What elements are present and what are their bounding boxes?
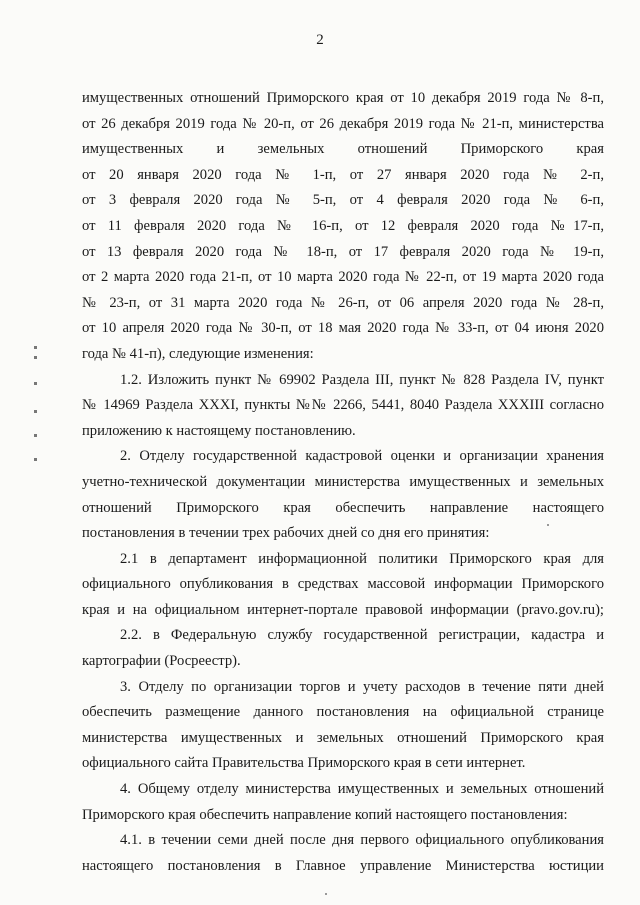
text-line: № 14969 Раздела XXXI, пункты №№ 2266, 5441, 8040 Раздела XXXIII согласно	[82, 397, 604, 414]
scan-mark	[34, 434, 37, 437]
text-line: от 3 февраля 2020 года № 5-п, от 4 февраля 2020 года № 6-п,	[82, 192, 604, 209]
text-line: от 13 февраля 2020 года № 18-п, от 17 февраля 2020 года № 19-п,	[82, 243, 604, 260]
text-line: имущественных и земельных отношений Приморского края	[82, 141, 604, 158]
scan-speck	[547, 524, 549, 526]
text-line: края и на официальном интернет-портале правовой информации (pravo.gov.ru);	[82, 601, 604, 618]
text-line: 2.1 в департамент информационной политики Приморского края для	[120, 550, 604, 567]
text-line: настоящего постановления в Главное управление Министерства юстиции	[82, 857, 604, 874]
document-body	[82, 86, 604, 879]
text-line: 2. Отделу государственной кадастровой оценки и организации хранения	[120, 448, 604, 465]
text-line: имущественных отношений Приморского края от 10 декабря 2019 года № 8-п,	[82, 90, 604, 106]
text-line: постановления в течении трех рабочих дней со дня его принятия:	[82, 525, 490, 542]
text-line: 4.1. в течении семи дней после дня первого официального опубликования	[120, 832, 604, 849]
text-line: от 10 апреля 2020 года № 30-п, от 18 мая 2020 года № 33-п, от 04 июня 2020	[82, 320, 604, 337]
margin-scan-marks	[34, 346, 42, 476]
text-line: официального опубликования в средствах массовой информации Приморского	[82, 576, 604, 593]
text-line: года № 41-п), следующие изменения:	[82, 345, 314, 362]
page-number: 2	[316, 32, 324, 48]
scan-mark	[34, 458, 37, 461]
text-line: от 2 марта 2020 года 21-п, от 10 марта 2020 года № 22-п, от 19 марта 2020 года	[82, 269, 604, 286]
scan-mark	[34, 346, 37, 349]
scan-mark	[34, 382, 37, 385]
text-line: Приморского края обеспечить направление копий настоящего постановления:	[82, 806, 568, 823]
text-line: министерства имущественных и земельных отношений Приморского края	[82, 729, 604, 746]
text-line: от 20 января 2020 года № 1-п, от 27 января 2020 года № 2-п,	[82, 166, 604, 183]
text-line: обеспечить размещение данного постановления на официальной странице	[82, 704, 604, 721]
scan-speck	[325, 893, 327, 895]
text-line: 1.2. Изложить пункт № 69902 Раздела III, пункт № 828 Раздела IV, пункт	[120, 371, 604, 388]
text-line: официального сайта Правительства Приморского края в сети интернет.	[82, 755, 526, 772]
text-line: приложению к настоящему постановлению.	[82, 422, 356, 439]
text-line: 2.2. в Федеральную службу государственной регистрации, кадастра и	[120, 627, 604, 644]
text-line: отношений Приморского края обеспечить направление настоящего	[82, 499, 604, 516]
scan-mark	[34, 410, 37, 413]
text-line: картографии (Росреестр).	[82, 653, 241, 670]
text-line: 4. Общему отделу министерства имущественных и земельных отношений	[120, 781, 604, 798]
text-line: от 11 февраля 2020 года № 16-п, от 12 февраля 2020 года №17-п,	[82, 217, 604, 234]
text-line: 3. Отделу по организации торгов и учету расходов в течение пяти дней	[120, 678, 604, 695]
scan-mark	[34, 356, 37, 359]
text-line: от 26 декабря 2019 года № 20-п, от 26 декабря 2019 года № 21-п, министерства	[82, 115, 604, 132]
text-line: учетно-технической документации министерства имущественных и земельных	[82, 473, 604, 490]
text-line: № 23-п, от 31 марта 2020 года № 26-п, от 06 апреля 2020 года № 28-п,	[82, 294, 604, 311]
